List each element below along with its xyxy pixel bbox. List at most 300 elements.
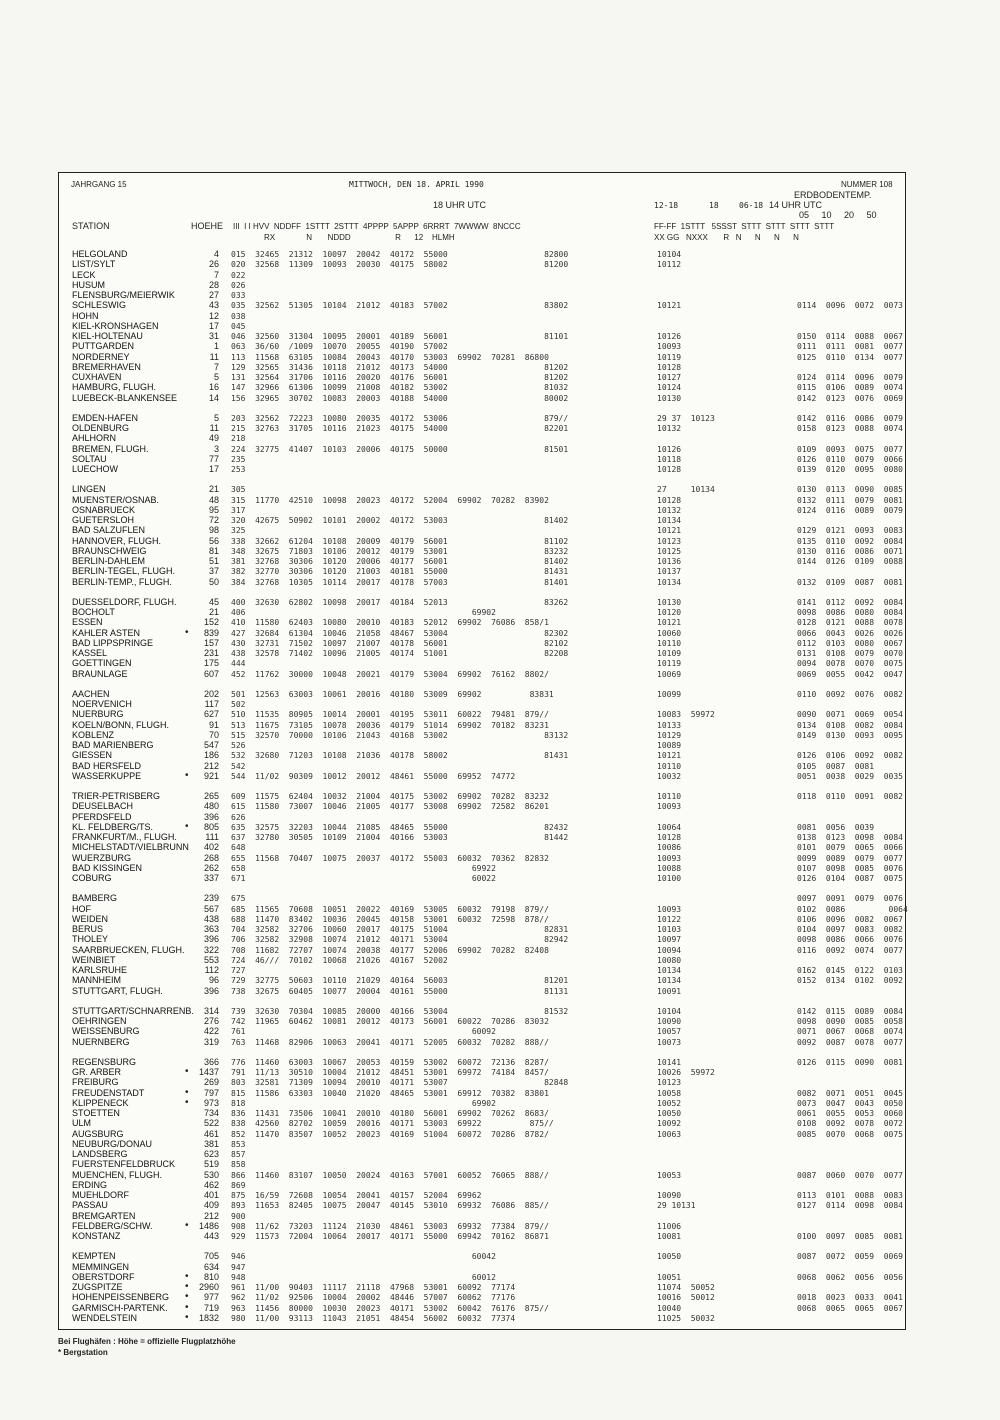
station-name: MANNHEIM	[72, 975, 121, 986]
station-synop-codes: 685 11565 70608 10051 20022 40169 53005 60032 79198 879//	[231, 904, 549, 914]
station-extra-codes: 10120	[657, 608, 682, 617]
station-name: AUGSBURG	[72, 1128, 124, 1139]
station-extra-codes: 10134	[657, 577, 682, 587]
soil-temperatures: 0130 0113 0090 0085	[797, 485, 903, 495]
station-height: 422	[203, 1026, 219, 1037]
station-extra-codes: 10110	[657, 761, 682, 771]
soil-temperatures: 0061 0055 0053 0060	[797, 1109, 903, 1118]
soil-temperatures: 0142 0116 0086 0079	[797, 413, 903, 423]
station-height: 977	[203, 1292, 219, 1303]
station-extra-codes: 10109	[657, 649, 682, 658]
station-extra-codes: 10110	[657, 638, 682, 648]
station-synop-codes: 046 32560 31304 10095 20001 40189 56001 81101	[231, 332, 569, 341]
station-extra-codes: 10063	[657, 1129, 682, 1139]
soil-temperatures: 0150 0114 0088 0067	[797, 332, 903, 341]
station-extra-codes: 11025 50032	[657, 1313, 715, 1323]
soil-temperatures: 0139 0120 0095 0080	[797, 465, 903, 474]
soil-temperatures: 0129 0121 0093 0083	[797, 526, 903, 536]
station-synop-codes: 688 11470 83402 10036 20045 40158 53001 60032 72598 878//	[231, 914, 549, 924]
station-synop-codes: 320 42675 50902 10101 20002 40172 53003 81402	[231, 516, 569, 525]
station-synop-codes: 893 11653 82405 10075 20047 40145 53010 69932 76086 885//	[231, 1201, 549, 1211]
station-extra-codes: 10132	[657, 505, 682, 515]
soil-temperatures: 0073 0047 0043 0050	[797, 1098, 903, 1108]
station-extra-codes: 10090	[657, 1017, 682, 1026]
station-extra-codes: 10130	[657, 597, 682, 607]
station-name: PASSAU	[72, 1200, 108, 1211]
station-extra-codes: 29 10131	[657, 1201, 696, 1211]
station-extra-codes: 10110	[657, 792, 682, 801]
station-synop-codes: 791 11/13 30510 10004 21012 48451 53001 69972 74184 8457/	[231, 1068, 549, 1077]
station-extra-codes: 10133	[657, 720, 682, 730]
soil-temperatures: 0018 0023 0033 0041	[797, 1293, 903, 1303]
station-name: BERLIN-DAHLEM	[72, 556, 146, 566]
station-name: SOLTAU	[72, 453, 107, 464]
station-extra-codes: 10124	[657, 383, 682, 393]
station-name: FLENSBURG/MEIERWIK	[72, 290, 175, 300]
station-name: LANDSBERG	[72, 1149, 128, 1159]
station-synop-codes: 224 32775 41407 10103 20006 40175 50000 81501	[231, 444, 569, 454]
report-date: MITTWOCH, DEN 18. APRIL 1990	[349, 180, 484, 189]
station-synop-codes: 026	[231, 280, 246, 290]
mountain-station-marker: •	[185, 1096, 189, 1108]
soil-temperatures: 0114 0096 0072 0073	[797, 301, 903, 311]
station-height: 921	[203, 770, 219, 781]
station-extra-codes: 10128	[657, 465, 682, 474]
station-height: 12	[208, 310, 219, 321]
station-extra-codes: 10081	[657, 1232, 682, 1241]
station-synop-codes: 542	[231, 761, 246, 771]
station-height: 212	[203, 760, 219, 771]
station-height: 21	[208, 484, 219, 495]
station-name: OEHRINGEN	[72, 1016, 127, 1026]
mountain-station-marker: •	[185, 1281, 189, 1292]
soil-temperatures: 0069 0055 0042 0047	[797, 669, 903, 679]
mountain-station-marker: •	[185, 1311, 189, 1323]
station-name: GUETERSLOH	[72, 515, 135, 525]
station-name: WUERZBURG	[72, 852, 131, 863]
station-synop-codes: 875 16/59 72608 10054 20041 40157 52004 69962	[231, 1191, 482, 1200]
station-height: 95	[208, 504, 219, 515]
station-synop-codes: 063 36/60 /1009 10070 20055 40190 57002	[231, 342, 448, 352]
station-height: 4	[213, 249, 219, 259]
station-synop-codes: 704 32582 32706 10060 20017 40175 51004 82831	[231, 925, 569, 934]
station-name: MUENCHEN, FLUGH.	[72, 1169, 163, 1180]
station-extra-codes: 10097	[657, 935, 682, 945]
station-name: WENDELSTEIN	[72, 1312, 138, 1323]
station-name: OBERSTDORF	[72, 1271, 135, 1282]
soil-temperatures: 0066 0043 0026 0026	[797, 628, 903, 638]
station-synop-codes: 526	[231, 741, 246, 750]
station-extra-codes: 27 10134	[657, 485, 715, 495]
utc-14-label: 14 UHR UTC	[769, 200, 823, 210]
station-name: NOERVENICH	[72, 699, 132, 709]
station-synop-codes: 838 42560 82702 10059 20016 40171 53003 69922 875//	[231, 1119, 554, 1129]
station-extra-codes: 10127	[657, 373, 682, 382]
station-name: NUERBURG	[72, 709, 124, 720]
station-synop-codes: 948 60012	[231, 1272, 496, 1282]
station-height: 3	[213, 443, 219, 454]
station-height: 438	[203, 913, 219, 924]
soil-temperatures: 0115 0106 0089 0074	[797, 383, 903, 393]
station-height: 14	[208, 392, 219, 403]
station-name: LIST/SYLT	[72, 259, 116, 270]
station-height: 265	[203, 791, 219, 801]
station-extra-codes: 10128	[657, 362, 682, 372]
station-synop-codes: 315 11770 42510 10098 20023 40172 52004 69902 70282 83902	[231, 495, 549, 505]
station-extra-codes: 10123	[657, 536, 682, 546]
station-name: WEINBIET	[72, 954, 116, 965]
station-synop-codes: 963 11456 80000 10030 20023 40171 53002 60042 76176 875//	[231, 1303, 549, 1313]
station-height: 31	[208, 331, 219, 341]
station-extra-codes: 10050	[657, 1252, 682, 1262]
station-name: TRIER-PETRISBERG	[72, 791, 161, 801]
station-extra-codes: 10073	[657, 1037, 682, 1047]
station-synop-codes: 836 11431 73506 10041 20010 40180 56001 69902 70262 8683/	[231, 1109, 549, 1118]
station-height: 839	[203, 627, 219, 638]
station-name: BERLIN-TEGEL, FLUGH.	[72, 566, 176, 577]
station-extra-codes: 10112	[657, 260, 682, 270]
station-name: KIEL-KRONSHAGEN	[72, 320, 159, 331]
station-height: 157	[203, 637, 219, 648]
station-name: CUXHAVEN	[72, 372, 122, 382]
station-extra-codes: 11006	[657, 1221, 682, 1231]
station-name: HOHENPEISSENBERG	[72, 1292, 170, 1303]
station-extra-codes: 10122	[657, 914, 682, 924]
station-height: 530	[203, 1169, 219, 1180]
station-extra-codes: 10052	[657, 1098, 682, 1108]
station-synop-codes: 384 32768 10305 10114 20017 40178 57003 81401	[231, 577, 569, 587]
station-synop-codes: 858	[231, 1160, 246, 1170]
station-height: 1437	[198, 1067, 219, 1077]
station-name: KLIPPENECK	[72, 1097, 129, 1108]
station-name: BRAUNSCHWEIG	[72, 545, 147, 556]
station-extra-codes: 10134	[657, 976, 682, 986]
station-extra-codes: 10128	[657, 833, 682, 842]
station-synop-codes: 947	[231, 1262, 246, 1272]
jahrgang: JAHRGANG 15	[71, 180, 127, 189]
station-height: 112	[204, 965, 219, 975]
station-name: NUERNBERG	[72, 1036, 130, 1047]
station-synop-codes: 510 11535 80905 10014 20001 40195 53011 60022 79481 879//	[231, 710, 549, 720]
station-height: 48	[208, 494, 219, 505]
station-height: 21	[208, 607, 219, 617]
soil-temperatures: 0158 0123 0088 0074	[797, 424, 903, 433]
soil-temperatures: 0142 0115 0089 0084	[797, 1006, 903, 1016]
station-name: OSNABRUECK	[72, 504, 136, 515]
station-extra-codes: 10094	[657, 945, 682, 955]
soil-temperatures: 0126 0104 0087 0075	[797, 874, 903, 883]
station-height: 5	[213, 412, 219, 423]
station-name: BREMERHAVEN	[72, 361, 141, 372]
station-name: GIESSEN	[72, 750, 113, 761]
weather-report-sheet	[58, 172, 906, 1330]
station-height: 973	[203, 1097, 219, 1108]
station-name: OLDENBURG	[72, 423, 130, 433]
station-name: HELGOLAND	[72, 249, 128, 259]
hour-18: 18	[709, 201, 719, 210]
station-extra-codes: 10088	[657, 863, 682, 873]
station-height: 366	[203, 1056, 219, 1067]
station-name: NORDERNEY	[72, 351, 130, 362]
soil-temperatures: 0099 0089 0079 0077	[797, 853, 903, 863]
station-synop-codes: 033	[231, 291, 246, 300]
station-height: 49	[208, 433, 219, 444]
soil-temperatures: 0110 0092 0076 0082	[797, 689, 903, 699]
station-height: 239	[203, 893, 219, 904]
footnote-airports: Bei Flughäfen : Höhe = offizielle Flugplatzhöhe	[58, 1337, 236, 1346]
station-synop-codes: 635 32575 32203 10044 21085 48465 55000 82432	[231, 822, 569, 832]
station-height: 51	[208, 556, 219, 566]
station-height: 17	[208, 464, 219, 474]
station-extra-codes: 10103	[657, 925, 682, 934]
station-extra-codes: 10132	[657, 424, 682, 433]
soil-temperatures: 0109 0093 0075 0077	[797, 444, 903, 454]
station-extra-codes: 10125	[657, 546, 682, 556]
station-synop-codes: 131 32564 31706 10116 20020 40176 56001 81202	[231, 373, 569, 382]
soil-temperatures: 0124 0114 0096 0079	[797, 373, 903, 382]
station-name: THOLEY	[72, 934, 109, 945]
soil-temperatures: 0098 0090 0085 0058	[797, 1017, 903, 1026]
station-height: 5	[213, 372, 219, 382]
mountain-station-marker: •	[185, 1066, 189, 1077]
col-right-top: FF-FF 1STTT 5SSST STTT STTT STTT STTT	[654, 222, 835, 231]
station-name: FRANKFURT/M., FLUGH.	[72, 832, 177, 842]
soil-temperatures: 0126 0115 0090 0081	[797, 1057, 903, 1067]
station-extra-codes: 10121	[657, 526, 682, 536]
station-name: FELDBERG/SCHW.	[72, 1220, 153, 1231]
col-codes-top: III I I HVV NDDFF 1STTT 2STTT 4PPPP 5APPP 6RRRT 7WWWW 8NCCC	[233, 222, 521, 231]
station-synop-codes: 129 32565 31436 10118 21012 40173 54000 81202	[231, 362, 569, 372]
station-synop-codes: 544 11/02 90309 10012 20012 48461 55000 69952 74772	[231, 771, 516, 781]
station-height: 409	[203, 1200, 219, 1211]
station-extra-codes: 10089	[657, 741, 682, 750]
station-extra-codes: 10058	[657, 1088, 682, 1098]
station-height: 522	[203, 1118, 219, 1129]
station-height: 443	[203, 1231, 219, 1241]
station-name: KARLSRUHE	[72, 965, 128, 975]
station-name: ZUGSPITZE	[72, 1282, 123, 1292]
col-hoehe: HOEHE	[191, 221, 224, 231]
soil-temperatures: 0132 0109 0087 0081	[797, 577, 903, 587]
station-height: 461	[203, 1128, 219, 1139]
station-height: 50	[208, 576, 219, 587]
station-extra-codes: 10130	[657, 393, 682, 403]
station-height: 805	[203, 821, 219, 832]
station-extra-codes: 10093	[657, 802, 682, 812]
station-extra-codes: 10091	[657, 986, 682, 996]
soil-temperatures: 0082 0071 0051 0045	[797, 1088, 903, 1098]
soil-temperatures: 0090 0071 0069 0054	[797, 710, 903, 720]
soil-temperatures: 0098 0086 0066 0076	[797, 935, 903, 945]
soil-temperatures: 0162 0145 0122 0103	[797, 966, 903, 975]
station-name: LUEBECK-BLANKENSEE	[72, 392, 178, 403]
station-height: 56	[208, 535, 219, 546]
station-synop-codes: 305	[231, 485, 246, 495]
station-synop-codes: 381 32768 30306 10120 20006 40177 56001 81402	[231, 557, 569, 566]
station-synop-codes: 203 32562 72223 10080 20035 40172 53006 879//	[231, 413, 569, 423]
soil-temperatures: 0141 0112 0092 0084	[797, 597, 903, 607]
station-synop-codes: 852 11470 83507 10052 20023 40169 51004 60072 70286 8782/	[231, 1129, 549, 1139]
soil-temperatures: 0138 0123 0098 0084	[797, 833, 903, 842]
soil-temperatures: 0051 0038 0029 0035	[797, 771, 903, 781]
station-extra-codes: 10093	[657, 853, 682, 863]
station-synop-codes: 348 32675 71803 10106 20012 40179 53001 83232	[231, 546, 569, 556]
station-extra-codes: 10026 59972	[657, 1068, 715, 1077]
station-name: NEUBURG/DONAU	[72, 1138, 153, 1149]
soil-temperatures: 0097 0091 0079 0076	[797, 894, 903, 904]
station-synop-codes: 706 32582 32908 10074 21012 40171 53004 82942	[231, 935, 569, 945]
station-name: PUTTGARDEN	[72, 341, 135, 352]
station-extra-codes: 10126	[657, 444, 682, 454]
station-synop-codes: 400 32630 62802 10098 20017 40184 52013 83262	[231, 597, 569, 607]
station-synop-codes: 438 32578 71402 10096 21005 40174 51001 82208	[231, 649, 569, 658]
station-name: KIEL-HOLTENAU	[72, 331, 143, 341]
soil-temperatures: 0068 0062 0056 0056	[797, 1272, 903, 1282]
soil-temperatures: 0113 0101 0088 0083	[797, 1191, 903, 1200]
col-right-bottom: XX GG NXXX R N N N N	[654, 233, 799, 242]
soil-temperatures: 0152 0134 0102 0092	[797, 976, 903, 986]
station-height: 17	[208, 320, 219, 331]
station-name: HUSUM	[72, 279, 105, 290]
station-synop-codes: 675	[231, 894, 246, 904]
station-synop-codes: 532 32680 71203 10108 21036 40178 58002 81431	[231, 751, 569, 761]
soil-temperatures: 0149 0130 0093 0095	[797, 730, 903, 740]
station-extra-codes: 10051	[657, 1272, 682, 1282]
station-extra-codes: 10086	[657, 843, 682, 853]
station-height: 1	[213, 341, 219, 352]
soil-temperatures: 0071 0067 0068 0074	[797, 1027, 903, 1037]
station-height: 401	[203, 1190, 219, 1200]
station-synop-codes: 015 32465 21312 10097 20042 40172 55000 82800	[231, 250, 569, 259]
station-extra-codes: 10032	[657, 771, 682, 781]
station-height: 111	[205, 832, 219, 842]
station-name: HOF	[72, 903, 91, 914]
soil-temperatures: 0126 0110 0079 0066	[797, 454, 903, 464]
station-synop-codes: 218	[231, 434, 246, 444]
station-extra-codes: 10104	[657, 250, 682, 259]
station-synop-codes: 980 11/00 93113 11043 21051 48454 56002 60032 77374	[231, 1313, 516, 1323]
col-codes-bottom: RX N NDDD R 12 HLMH	[264, 233, 455, 242]
station-height: 797	[203, 1087, 219, 1098]
station-synop-codes: 900	[231, 1211, 246, 1221]
station-name: BAD KISSINGEN	[72, 862, 143, 873]
station-height: 202	[203, 688, 219, 699]
station-extra-codes: 10040	[657, 1303, 682, 1313]
soil-temperatures: 0111 0111 0081 0077	[797, 342, 903, 352]
station-extra-codes: 10141	[657, 1057, 682, 1067]
station-height: 634	[203, 1261, 219, 1272]
station-extra-codes: 10069	[657, 669, 682, 679]
station-extra-codes: 29 37 10123	[657, 413, 715, 423]
station-name: DUESSELDORF, FLUGH.	[72, 596, 177, 607]
station-synop-codes: 929 11573 72004 10064 20017 40171 55000 69942 70162 86871	[231, 1232, 549, 1241]
station-synop-codes: 501 12563 63003 10061 20016 40180 53009 69902 83831	[231, 689, 554, 699]
station-name: BRAUNLAGE	[72, 668, 128, 679]
station-height: 623	[203, 1149, 219, 1159]
station-height: 547	[203, 740, 219, 750]
station-name: FUERSTENFELDBRUCK	[72, 1159, 176, 1170]
station-name: GR. ARBER	[72, 1067, 122, 1077]
station-name: HAMBURG, FLUGH.	[72, 382, 157, 393]
station-extra-codes: 10104	[657, 1006, 682, 1016]
station-name: AACHEN	[72, 688, 110, 699]
report-number: NUMMER 108	[841, 180, 893, 189]
station-name: ESSEN	[72, 617, 103, 628]
station-height: 1486	[198, 1220, 219, 1231]
station-name: HOHN	[72, 310, 99, 321]
station-synop-codes: 658 69922	[231, 863, 496, 873]
station-height: 81	[208, 545, 219, 556]
station-synop-codes: 818 69902	[231, 1098, 496, 1108]
station-name: GARMISCH-PARTENK.	[72, 1302, 168, 1313]
station-height: 627	[203, 709, 219, 720]
station-height: 402	[203, 842, 219, 853]
station-synop-codes: 908 11/62 73203 11124 21030 48461 53003 69932 77384 879//	[231, 1221, 549, 1231]
station-height: 319	[203, 1036, 219, 1047]
station-name: EMDEN-HAFEN	[72, 412, 139, 423]
station-synop-codes: 869	[231, 1180, 246, 1190]
soil-temperatures: 0092 0087 0078 0077	[797, 1037, 903, 1047]
station-synop-codes: 671 60022	[231, 874, 496, 883]
station-synop-codes: 215 32763 31705 10116 21023 40175 54000 82201	[231, 424, 569, 433]
station-height: 553	[203, 954, 219, 965]
station-synop-codes: 615 11580 73007 10046 21005 40177 53008 69902 72582 86201	[231, 802, 549, 812]
station-extra-codes: 10057	[657, 1027, 682, 1037]
station-synop-codes: 776 11460 63003 10067 20053 40159 53002 60072 72136 8287/	[231, 1057, 549, 1067]
station-synop-codes: 648	[231, 843, 246, 853]
station-extra-codes: 10060	[657, 628, 682, 638]
station-name: MICHELSTADT/VIELBRUNN	[72, 842, 189, 853]
station-synop-codes: 609 11575 62404 10032 21004 40175 53002 69902 70282 83232	[231, 792, 549, 801]
station-height: 27	[208, 290, 219, 300]
station-height: 72	[208, 515, 219, 525]
station-extra-codes: 10121	[657, 301, 682, 311]
station-extra-codes: 10053	[657, 1170, 682, 1180]
station-name: MEMMINGEN	[72, 1261, 129, 1272]
station-synop-codes: 020 32568 11309 10093 20030 40175 58002 81200	[231, 260, 569, 270]
station-height: 231	[203, 648, 219, 658]
station-name: WEISSENBURG	[72, 1026, 140, 1037]
station-synop-codes: 156 32965 30702 10083 20003 40188 54000 80002	[231, 393, 569, 403]
station-synop-codes: 325	[231, 526, 246, 536]
mountain-station-marker: •	[185, 1291, 189, 1303]
station-name: BAMBERG	[72, 893, 118, 904]
station-extra-codes: 10128	[657, 495, 682, 505]
station-synop-codes: 763 11468 82906 10063 20041 40171 52005 60032 70282 888//	[231, 1037, 549, 1047]
mountain-station-marker: •	[185, 1219, 189, 1231]
station-name: BAD LIPPSPRINGE	[72, 637, 154, 648]
station-synop-codes: 727	[231, 966, 246, 975]
station-synop-codes: 444	[231, 659, 246, 669]
station-synop-codes: 962 11/02 92506 10004 20002 48446 57007 60062 77176	[231, 1293, 516, 1303]
station-synop-codes: 382 32770 30306 10120 21003 40181 55000 81431	[231, 567, 569, 577]
soil-temperatures: 0134 0108 0082 0084	[797, 720, 903, 730]
station-name: BERLIN-TEMP., FLUGH.	[72, 576, 172, 587]
soil-temperatures: 0102 0086 0064	[797, 904, 908, 914]
station-height: 16	[208, 382, 219, 393]
station-name: BAD HERSFELD	[72, 760, 142, 771]
station-height: 26	[208, 259, 219, 270]
mountain-station-marker: •	[185, 1301, 189, 1313]
station-name: WEIDEN	[72, 913, 108, 924]
station-name: STUTTGART, FLUGH.	[72, 985, 163, 996]
soil-temperatures: 0132 0111 0079 0081	[797, 495, 903, 505]
station-extra-codes: 10123	[657, 1078, 682, 1088]
station-synop-codes: 502	[231, 700, 246, 709]
soil-temperatures: 0126 0106 0092 0082	[797, 751, 903, 761]
station-extra-codes: 10083 59972	[657, 710, 715, 720]
station-height: 70	[208, 729, 219, 740]
